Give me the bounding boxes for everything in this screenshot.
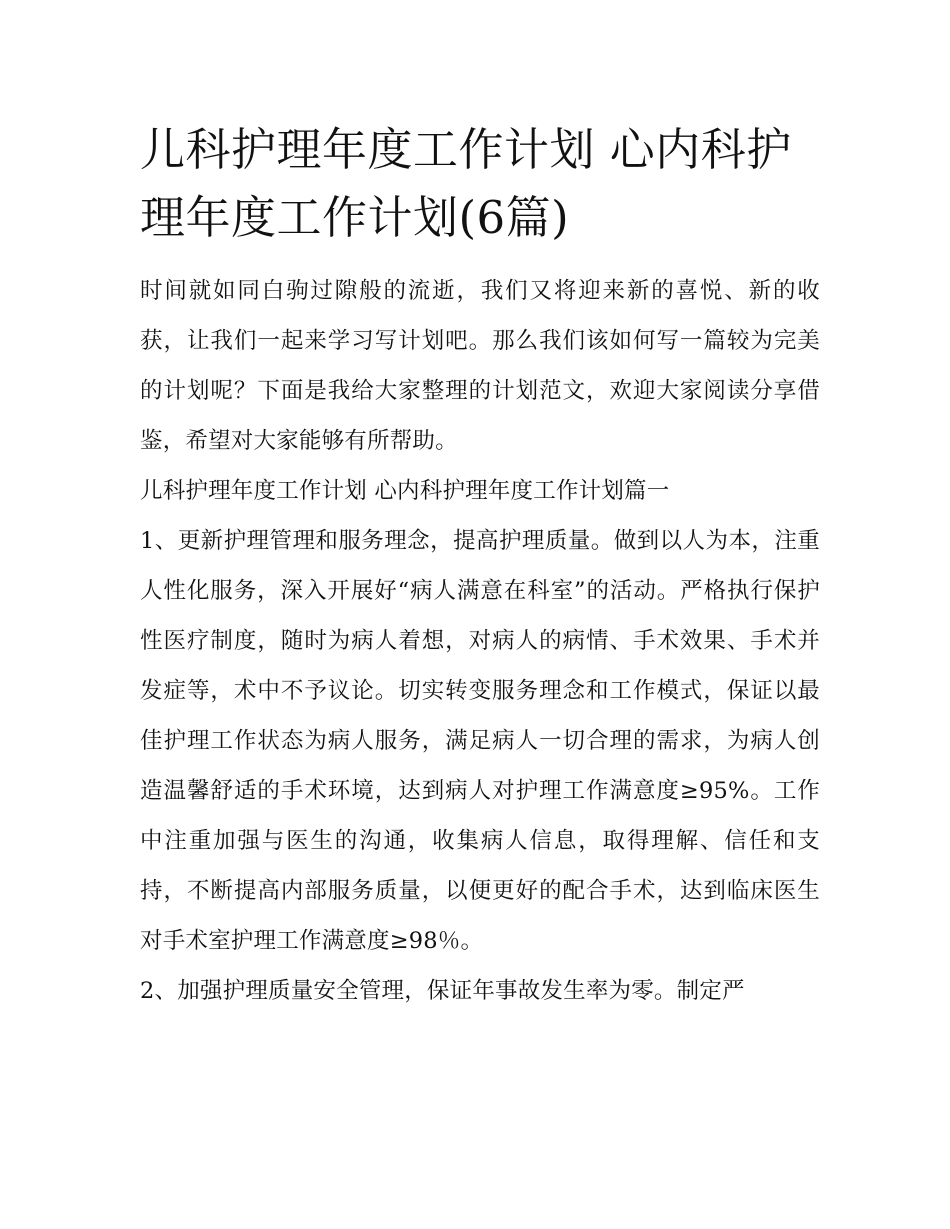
item-paragraph-2: 2、加强护理质量安全管理，保证年事故发生率为零。制定严 — [140, 978, 745, 1004]
section-heading: 儿科护理年度工作计划 心内科护理年度工作计划篇一 — [140, 478, 670, 504]
document-title: 儿科护理年度工作计划 心内科护理年度工作计划(6篇) — [140, 123, 792, 244]
intro-paragraph: 时间就如同白驹过隙般的流逝，我们又将迎来新的喜悦、新的收获，让我们一起来学习写计划吧。那么我们该如何写一篇较为完美的计划呢？下面是我给大家整理的计划范文，欢迎大家阅读分享借鉴，希望对大家能够有所帮助。 — [140, 278, 820, 454]
document-body — [140, 116, 820, 1016]
item-paragraph-1: 1、更新护理管理和服务理念，提高护理质量。做到以人为本，注重人性化服务，深入开展好“病人满意在科室”的活动。严格执行保护性医疗制度，随时为病人着想，对病人的病情、手术效果、手术并发症等，术中不予议论。切实转变服务理念和工作模式，保证以最佳护理工作状态为病人服务，满足病人一切合理的需求，为病人创造温馨舒适的手术环境，达到病人对护理工作满意度≥95%。工作中注重加强与医生的沟通，收集病人信息，取得理解、信任和支持，不断提高内部服务质量，以便更好的配合手术，达到临床医生对手术室护理工作满意度≥98％。 — [140, 528, 820, 954]
